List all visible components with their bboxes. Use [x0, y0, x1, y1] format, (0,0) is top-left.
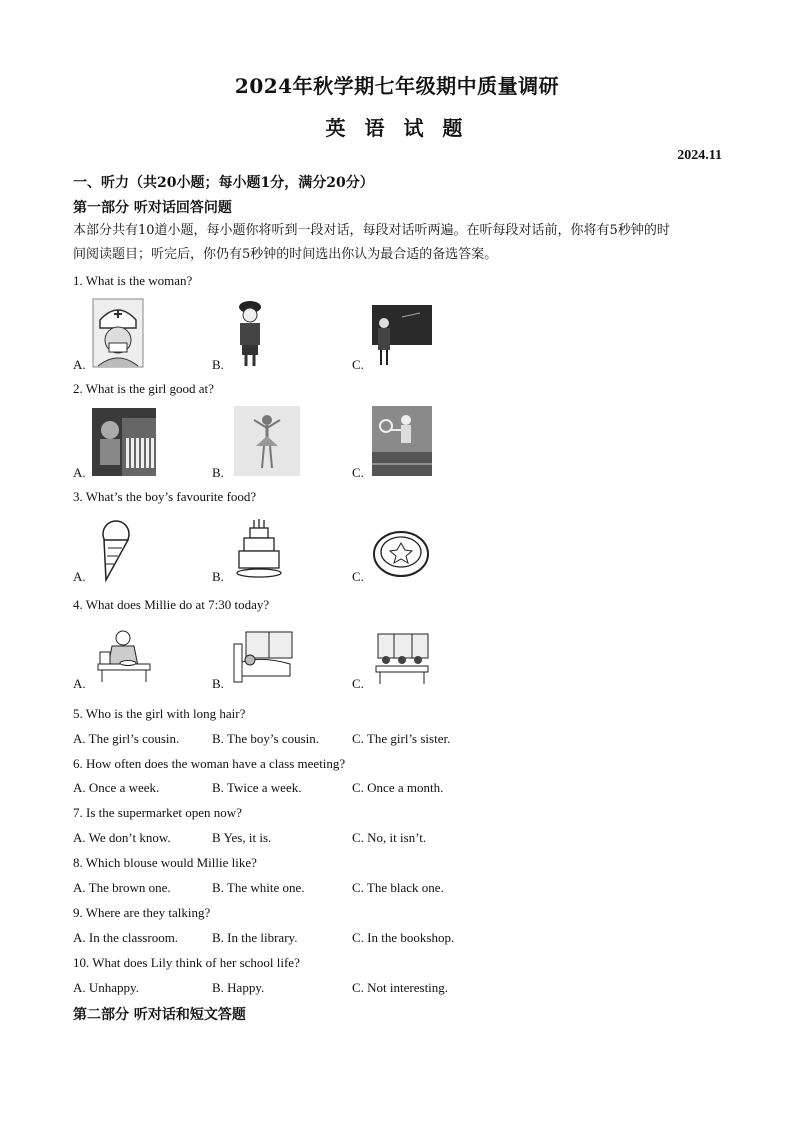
question-7: 7. Is the supermarket open now?	[73, 805, 242, 820]
option-c: C. No, it isn’t.	[352, 830, 427, 845]
option-a-label: A.	[73, 357, 86, 372]
option-a: A. In the classroom.	[73, 930, 179, 945]
classroom-picture	[372, 630, 432, 686]
cake-picture	[236, 518, 282, 580]
instructions-line-2: 间阅读题目；听完后，你仍有5秒钟的时间选出你认为最合适的备选答案。	[73, 247, 498, 262]
option-b: B Yes, it is.	[212, 830, 272, 845]
listening-heading: 一、听力（共20小题；每小题1分，满分20分）	[73, 175, 374, 191]
option-b-label: B.	[212, 569, 224, 584]
option-a-label: A.	[73, 676, 86, 691]
option-a-label: A.	[73, 569, 86, 584]
option-b: B. In the library.	[212, 930, 298, 945]
ice-cream-picture	[92, 518, 134, 582]
option-b: B. The boy’s cousin.	[212, 731, 320, 746]
option-a: A. Once a week.	[73, 780, 160, 795]
exam-title: 2024年秋学期七年级期中质量调研	[234, 74, 560, 98]
option-c: C. In the bookshop.	[352, 930, 455, 945]
option-b-label: B.	[212, 357, 224, 372]
option-c-label: C.	[352, 357, 364, 372]
piano-picture	[92, 408, 156, 476]
option-c: C. The black one.	[352, 880, 444, 895]
option-b-label: B.	[212, 676, 224, 691]
option-a: A. The brown one.	[73, 880, 171, 895]
question-9: 9. Where are they talking?	[73, 905, 211, 920]
option-b: B. The white one.	[212, 880, 305, 895]
breakfast-picture	[92, 628, 154, 684]
question-8: 8. Which blouse would Millie like?	[73, 855, 257, 870]
nurse-picture	[92, 298, 144, 368]
policewoman-picture	[232, 298, 268, 368]
option-c: C. The girl’s sister.	[352, 731, 451, 746]
option-b: B. Twice a week.	[212, 780, 302, 795]
teacher-picture	[372, 305, 432, 367]
option-a-label: A.	[73, 465, 86, 480]
instructions-line-1: 本部分共有10道小题，每小题你将听到一段对话，每段对话听两遍。在听每段对话前，你将有5秒钟的时	[73, 223, 670, 238]
section2-heading: 第二部分 听对话和短文答题	[73, 1007, 246, 1023]
option-a: A. Unhappy.	[73, 980, 139, 995]
option-c: C. Not interesting.	[352, 980, 449, 995]
option-c-label: C.	[352, 465, 364, 480]
option-b-label: B.	[212, 465, 224, 480]
question-6: 6. How often does the woman have a class meeting?	[73, 756, 346, 771]
option-c: C. Once a month.	[352, 780, 444, 795]
bed-picture	[232, 630, 294, 684]
question-3: 3. What’s the boy’s favourite food?	[73, 489, 257, 504]
question-2: 2. What is the girl good at?	[73, 381, 214, 396]
tennis-picture	[372, 406, 432, 476]
option-a: A. We don’t know.	[73, 830, 171, 845]
option-b: B. Happy.	[212, 980, 265, 995]
subject-title: 英 语 试 题	[325, 116, 469, 140]
instructions	[73, 219, 723, 267]
question-5: 5. Who is the girl with long hair?	[73, 706, 246, 721]
exam-date: 2024.11	[677, 148, 722, 163]
dance-picture	[234, 406, 300, 476]
section1-heading: 第一部分 听对话回答问题	[73, 200, 232, 216]
question-10: 10. What does Lily think of her school life?	[73, 955, 300, 970]
option-c-label: C.	[352, 569, 364, 584]
pie-picture	[372, 530, 430, 580]
option-c-label: C.	[352, 676, 364, 691]
option-a: A. The girl’s cousin.	[73, 731, 180, 746]
question-4: 4. What does Millie do at 7:30 today?	[73, 597, 270, 612]
question-1: 1. What is the woman?	[73, 273, 193, 288]
